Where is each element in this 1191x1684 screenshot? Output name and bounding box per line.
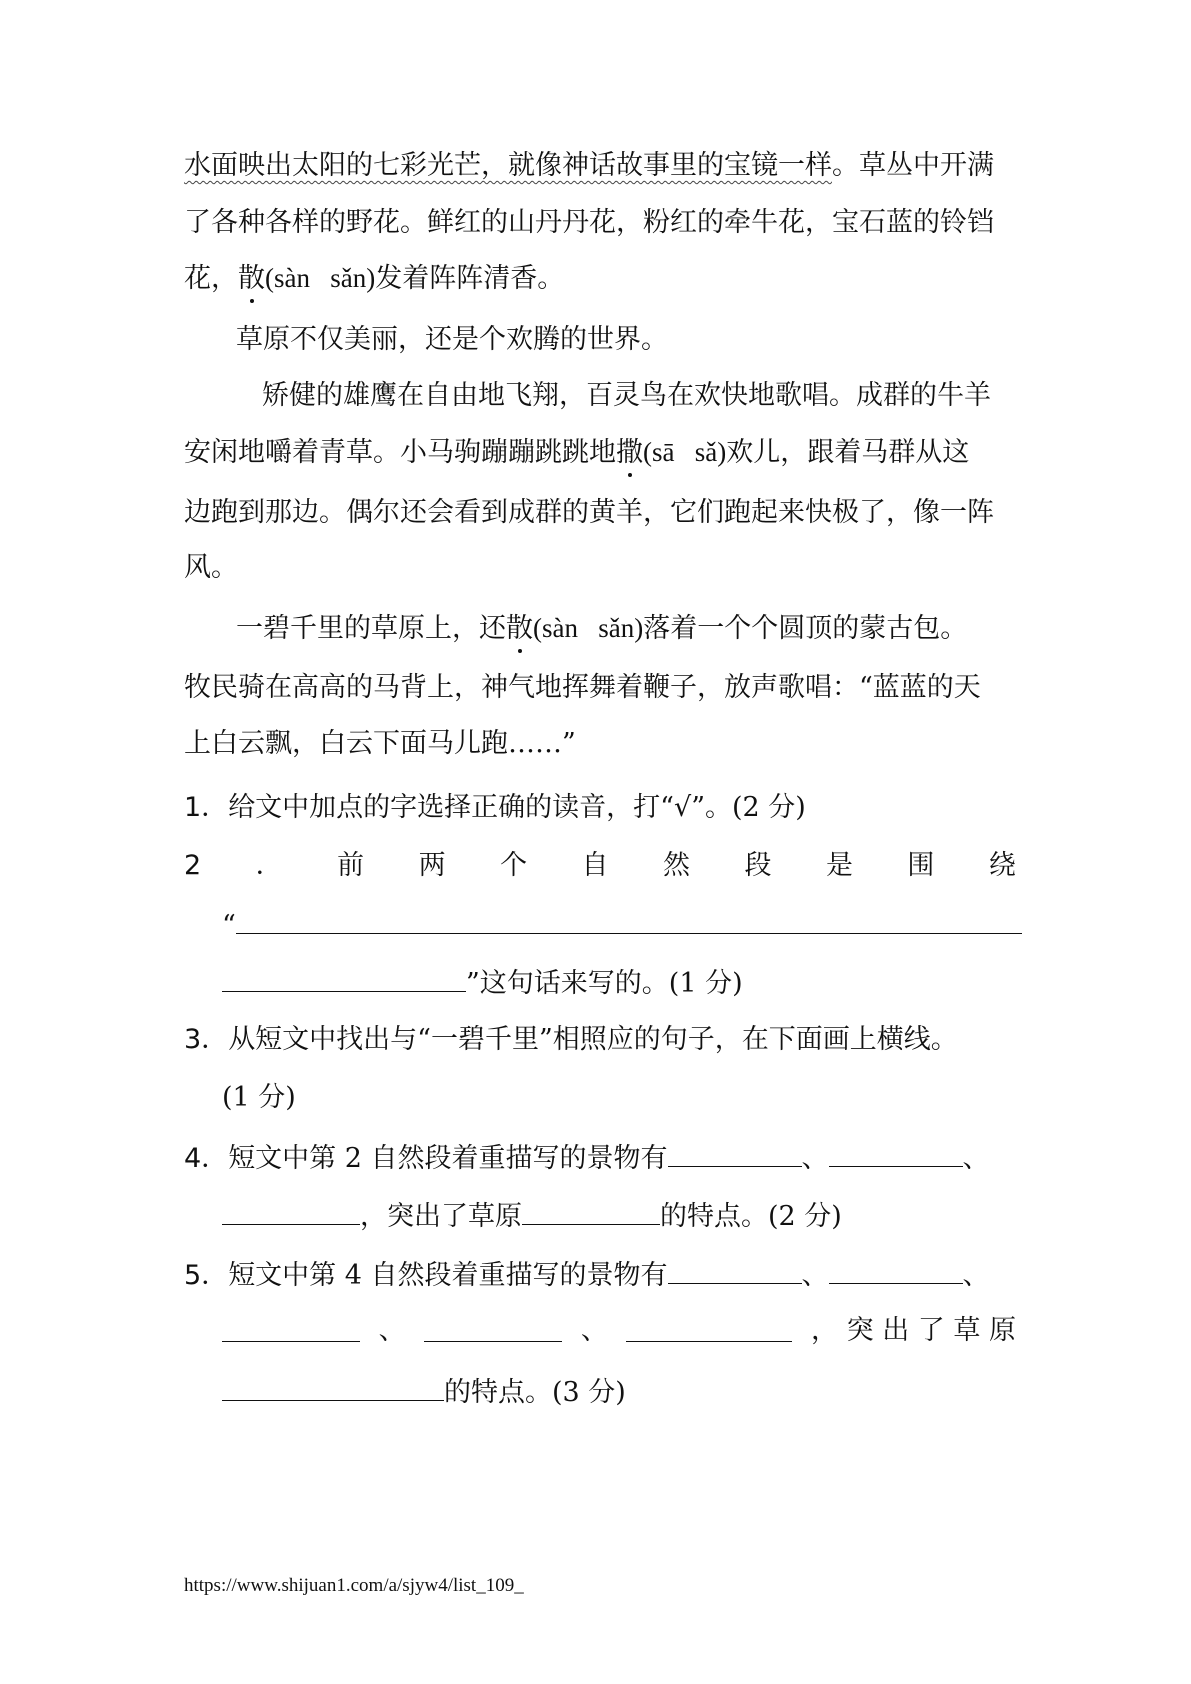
question-number: 2 [184,850,202,881]
separator: 、 [962,1143,990,1174]
passage-line-10 [184,670,981,706]
question-5 [184,1255,990,1294]
question-4 [184,1138,990,1177]
answer-blank[interactable] [222,1196,360,1225]
question-text: ，突出了草原 [360,1201,522,1232]
separator: 、 [378,1315,406,1346]
question-number: 4． [184,1143,229,1174]
question-2-tail [222,963,743,1002]
question-5-row-2 [222,1313,1016,1349]
question-text: 的特点。(3 分) [444,1377,626,1408]
pinyin-options: (sā sǎ) [643,437,727,467]
passage-paragraph-2 [236,322,668,358]
dotted-character: 散 [238,261,265,297]
passage-text: 安闲地嚼着青草。小马驹蹦蹦跳跳地 [184,437,616,468]
passage-line-8 [184,550,238,586]
question-char: 段 [744,850,772,881]
answer-blank[interactable] [222,1313,360,1342]
question-text: ， 突 出 了 草 原 [811,1315,1016,1346]
question-char: 个 [500,850,528,881]
question-text: ”这句话来写的。(1 分) [466,968,743,999]
pinyin-options: (sàn sǎn) [265,263,376,293]
question-2 [184,848,1016,884]
answer-blank[interactable] [626,1313,792,1342]
passage-line-9 [236,610,967,647]
question-1 [184,790,806,826]
separator: 、 [801,1260,829,1291]
passage-text: 落着一个个圆顶的蒙古包。 [643,613,968,644]
passage-text: 上白云飘，白云下面马儿跑……” [184,728,576,759]
question-char: 然 [663,850,690,881]
answer-blank[interactable] [829,1138,963,1167]
passage-text: 发着阵阵清香。 [375,263,565,294]
answer-blank[interactable] [222,1372,444,1401]
question-2-blank-row [222,905,1022,944]
question-number: 1． [184,792,229,823]
question-char: ． [255,850,283,881]
question-3-score [222,1080,296,1116]
dotted-character: 散 [506,611,533,647]
passage-text: 边跑到那边。偶尔还会看到成群的黄羊，它们跑起来快极了，像一阵 [184,497,994,528]
question-char: 前 [337,850,365,881]
question-char: 围 [907,850,935,881]
open-quote: “ [222,910,236,941]
passage-text: 草原不仅美丽，还是个欢腾的世界。 [236,324,668,355]
wavy-underlined-text: 水面映出太阳的七彩光芒，就像神话故事里的宝镜一样 [184,150,832,181]
question-5-row-3 [222,1372,626,1411]
passage-text: 花， [184,263,238,294]
passage-line-7 [184,495,994,531]
separator: 、 [801,1143,829,1174]
question-4-row-2 [222,1196,842,1235]
question-number: 3． [184,1024,229,1055]
question-text: 的特点。(2 分) [660,1201,842,1232]
question-number: 5． [184,1260,229,1291]
passage-line-3 [184,260,564,297]
question-text: 从短文中找出与“一碧千里”相照应的句子，在下面画上横线。 [228,1024,958,1055]
question-text: 短文中第 4 自然段着重描写的景物有 [228,1260,668,1291]
footer-url: https://www.shijuan1.com/a/sjyw4/list_109_ [184,1575,524,1596]
passage-text: 风。 [184,552,238,583]
passage-line-6 [184,434,969,471]
answer-blank[interactable] [668,1255,802,1284]
passage-text: 一碧千里的草原上，还 [236,613,506,644]
passage-text: 。草丛中开满 [832,150,994,181]
passage-text: 矫健的雄鹰在自由地飞翔，百灵鸟在欢快地歌唱。成群的牛羊 [262,380,991,411]
question-char: 绕 [988,850,1016,881]
score-text: (1 分) [222,1082,296,1113]
answer-blank[interactable] [522,1196,660,1225]
question-3 [184,1022,958,1058]
answer-blank[interactable] [424,1313,562,1342]
answer-blank[interactable] [829,1255,963,1284]
passage-line-5 [262,378,991,414]
question-char: 两 [418,850,446,881]
answer-blank[interactable] [236,905,1022,934]
answer-blank[interactable] [222,963,466,992]
dotted-character: 撒 [616,435,643,471]
question-text: 给文中加点的字选择正确的读音，打“√”。(2 分) [228,792,806,823]
passage-line-1 [184,148,994,184]
question-char: 是 [825,850,853,881]
passage-text: 牧民骑在高高的马背上，神气地挥舞着鞭子，放声歌唱：“蓝蓝的天 [184,672,981,703]
separator: 、 [962,1260,990,1291]
question-text: 短文中第 2 自然段着重描写的景物有 [228,1143,668,1174]
answer-blank[interactable] [668,1138,802,1167]
separator: 、 [580,1315,608,1346]
pinyin-options: (sàn sǎn) [533,613,644,643]
passage-text: 欢儿，跟着马群从这 [726,437,970,468]
passage-text: 了各种各样的野花。鲜红的山丹丹花，粉红的牵牛花，宝石蓝的铃铛 [184,207,994,238]
passage-line-2 [184,205,994,241]
passage-line-11 [184,726,576,762]
question-char: 自 [581,850,609,881]
